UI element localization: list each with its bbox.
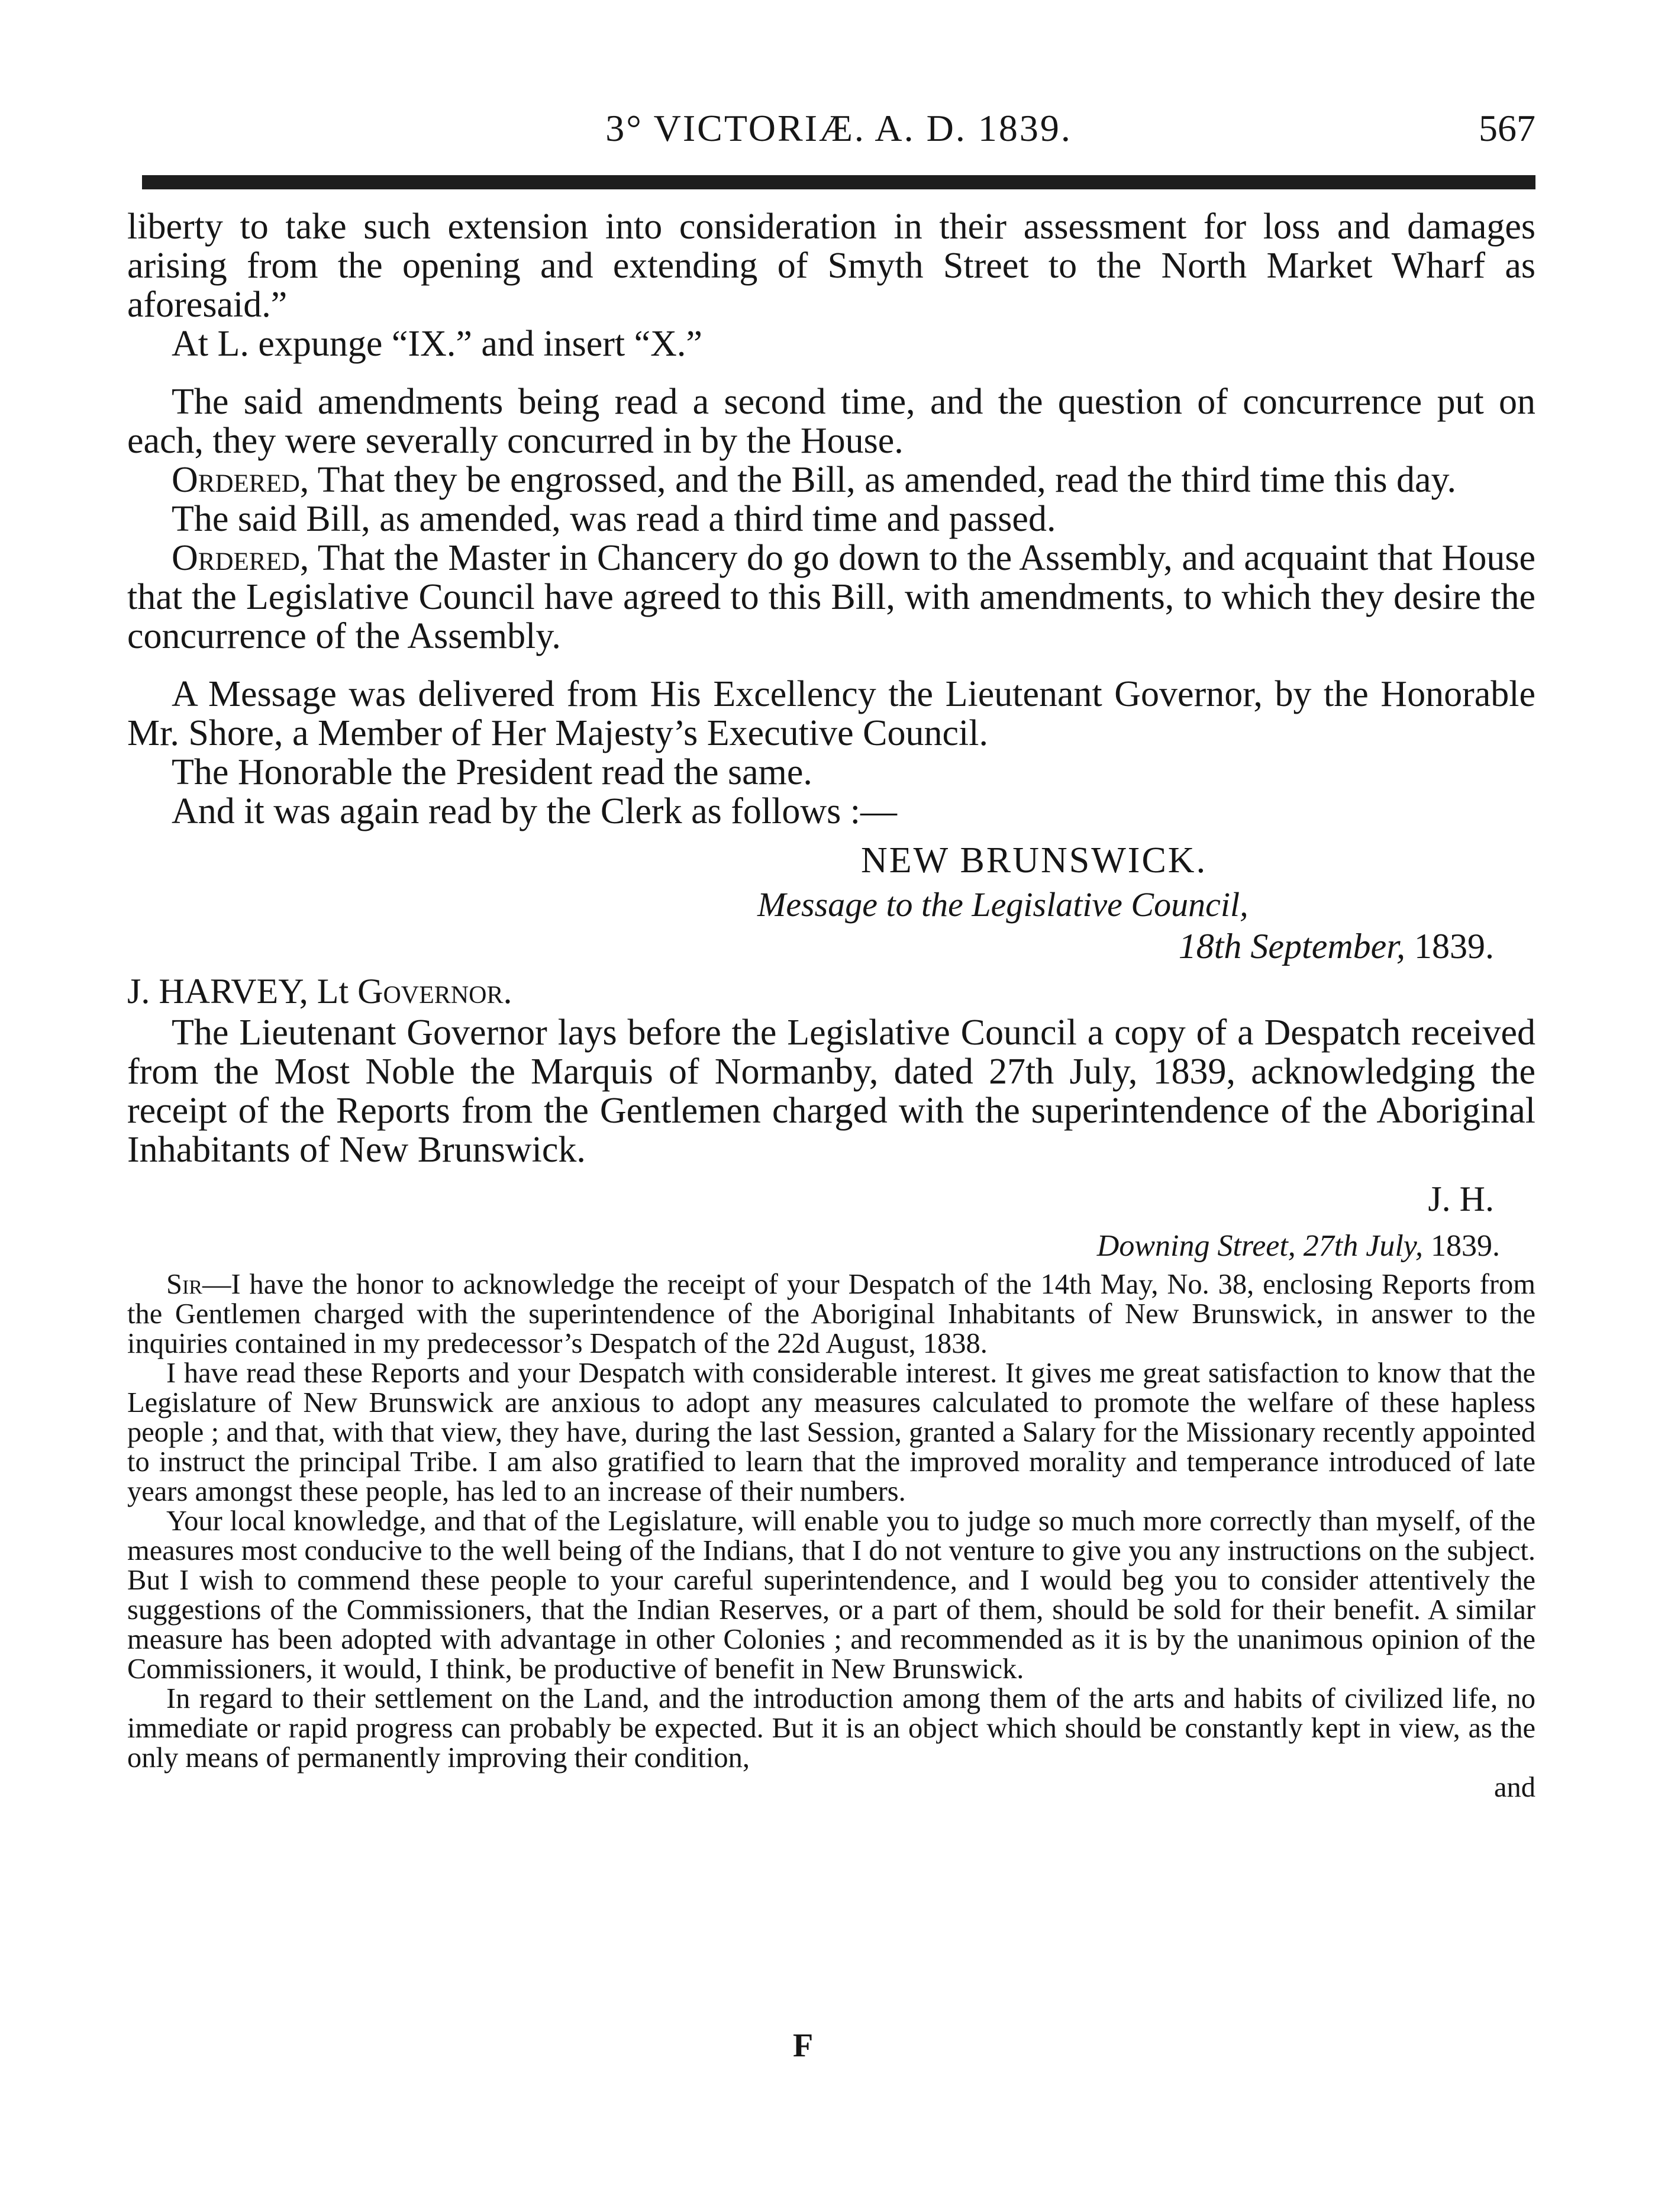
despatch-paragraph bbox=[127, 1270, 1535, 1359]
message-initials: J. H. bbox=[1428, 1179, 1494, 1218]
despatch-dateline bbox=[127, 1223, 1535, 1270]
paragraph-ordered-master bbox=[127, 539, 1535, 656]
spacer bbox=[127, 656, 1535, 675]
despatch-text: —I have the honor to acknowledge the receipt of your Despatch of the 14th May, No. 38, enclosing Reports from the Gentlemen charged with the superintendence of the Aboriginal Inhabitants of New Brunswick, in answer to the inquiries contained in my predecessor’s Despatch of the 22d August, 1838. bbox=[127, 1269, 1535, 1359]
message-date-year: 1839. bbox=[1405, 927, 1494, 966]
despatch-paragraph: In regard to their settlement on the Land, and the introduction among them of the arts and habits of civilized life, no immediate or rapid progress can probably be expected. But it is an object which should be constantly kept in view, as the only means of permanently improving their condition, bbox=[127, 1683, 1535, 1774]
signer-title: Governor. bbox=[349, 972, 512, 1011]
message-date bbox=[127, 926, 1535, 967]
header-rule bbox=[142, 175, 1535, 189]
page-number: 567 bbox=[1479, 107, 1535, 149]
paragraph-president-read: The Honorable the President read the same. bbox=[172, 752, 812, 792]
despatch-paragraph: Your local knowledge, and that of the Legislature, will enable you to judge so much more correctly than myself, of the measures most conducive to the well being of the Indians, that I do not venture to give you any instructions on the subject. But I wish to commend these people to your careful superintendence, and I would beg you to consider attentively the suggestions of the Commissioners, that the Indian Reserves, or a part of them, should be sold for their benefit. A similar measure has been adopted with advantage in other Colonies ; and recommended as it is by the unanimous opinion of the Commissioners, it would, I think, be productive of benefit in New Brunswick. bbox=[127, 1505, 1535, 1685]
despatch-paragraph: I have read these Reports and your Despatch with considerable interest. It gives me great satisfaction to know that the Legislature of New Brunswick are anxious to adopt any measures calculated to promote the welfare of these hapless people ; and that, with that view, they have, during the last Session, granted a Salary for the Missionary recently appointed to instruct the principal Tribe. I am also gratified to learn that the improved morality and temperance introduced of late years amongst these people, has led to an increase of their numbers. bbox=[127, 1357, 1535, 1507]
spacer bbox=[127, 363, 1535, 382]
signer-name: J. HARVEY, Lt bbox=[127, 972, 349, 1011]
paragraph-ordered-engrossed bbox=[127, 460, 1535, 499]
paragraph-amendment: At L. expunge “IX.” and insert “X.” bbox=[172, 324, 702, 364]
paragraph-message-delivered: A Message was delivered from His Excellency the Lieutenant Governor, by the Honorable Mr. Shore, a Member of Her Majesty’s Executive Council. bbox=[127, 674, 1535, 753]
dateline-year: 1839. bbox=[1423, 1229, 1500, 1263]
message-subtitle: Message to the Legislative Council, bbox=[757, 885, 1248, 924]
ordered-text: That they be engrossed, and the Bill, as amended, read the third time this day. bbox=[309, 460, 1456, 500]
signature-mark: F bbox=[793, 2027, 814, 2064]
ordered-label: Ordered, bbox=[172, 538, 309, 578]
dateline-place: Downing Street, 27th July, bbox=[1096, 1229, 1423, 1263]
salutation: Sir bbox=[166, 1269, 202, 1300]
message-body: The Lieutenant Governor lays before the Legislative Council a copy of a Despatch received from the Most Noble the Marquis of Normanby, dated 27th July, 1839, acknowledging the receipt of the Reports from the Gentlemen charged with the superintendence of the Aboriginal Inhabitants of New Brunswick. bbox=[127, 1013, 1535, 1170]
paragraph-clerk-read: And it was again read by the Clerk as follows :— bbox=[172, 791, 897, 831]
ordered-text: That the Master in Chancery do go down to the Assembly, and acquaint that House that the Legislative Council have agreed to this Bill, with amendments, to which they desire the concurrence of the Assembly. bbox=[127, 538, 1535, 656]
header-title: 3° VICTORIÆ. A. D. 1839. bbox=[605, 107, 1072, 149]
running-header bbox=[142, 107, 1535, 160]
page-body bbox=[127, 207, 1535, 1803]
message-date-day: 18th September, bbox=[1178, 927, 1405, 966]
message-title: NEW BRUNSWICK. bbox=[861, 840, 1208, 881]
paragraph-passed: The said Bill, as amended, was read a third time and passed. bbox=[172, 499, 1056, 539]
paragraph-concurrence: The said amendments being read a second time, and the question of concurrence put on each, they were severally concurred in by the House. bbox=[127, 382, 1535, 461]
catchword: and bbox=[1493, 1772, 1535, 1803]
message-signer bbox=[127, 969, 1535, 1013]
ordered-label: Ordered, bbox=[172, 460, 309, 500]
paragraph-continuation: liberty to take such extension into consideration in their assessment for loss and damages arising from the opening and extending of Smyth Street to the North Market Wharf as aforesaid.” bbox=[127, 207, 1535, 325]
